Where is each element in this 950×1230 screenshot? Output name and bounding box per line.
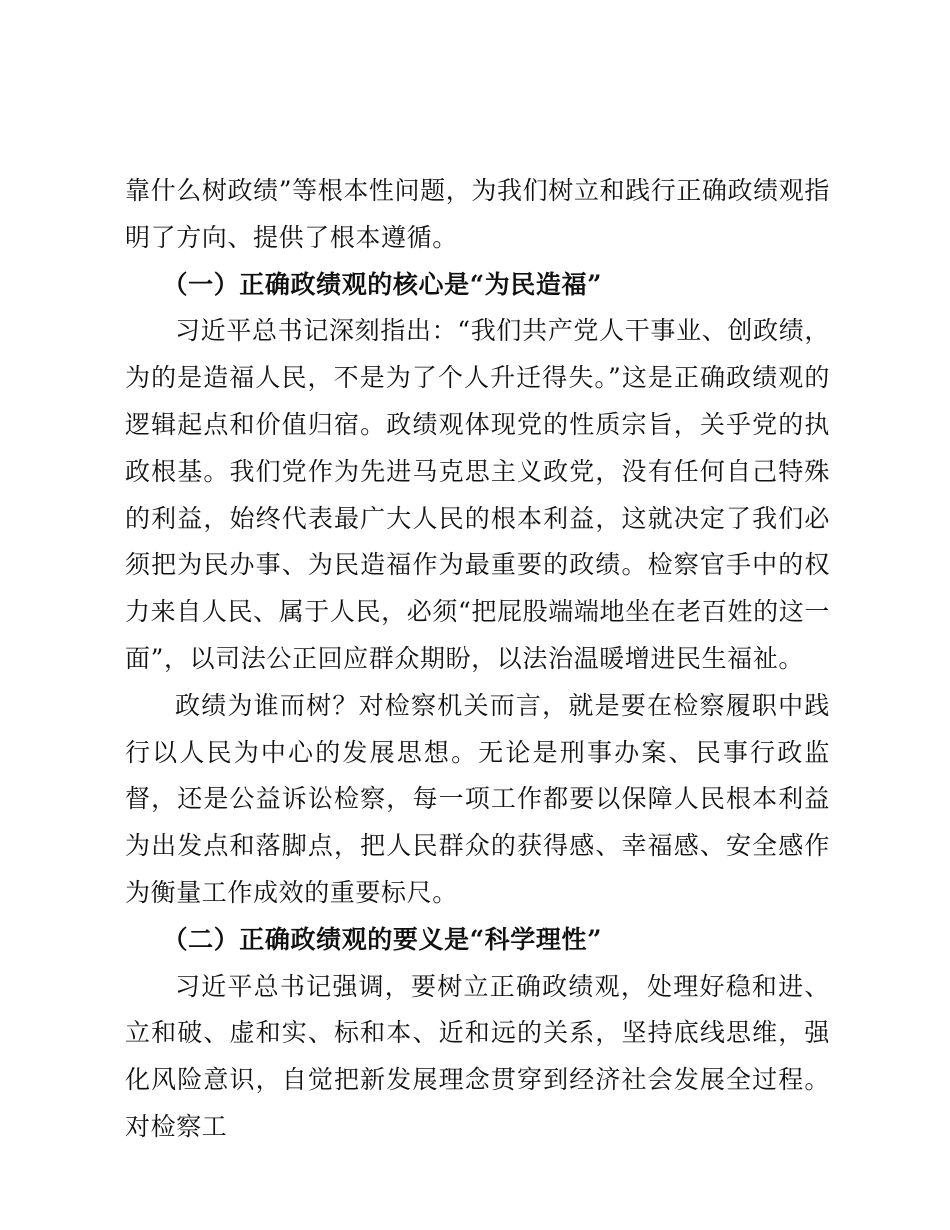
- body-paragraph: 习近平总书记深刻指出：“我们共产党人干事业、创政绩，为的是造福人民，不是为了个人升迁得失。”这是正确政绩观的逻辑起点和价值归宿。政绩观体现党的性质宗旨，关乎党的执政根基。我们党作为先进马克思主义政党，没有任何自己特殊的利益，始终代表最广大人民的根本利益，这就决定了我们必须把为民办事、为民造福作为最重要的政绩。检察官手中的权力来自人民、属于人民，必须“把屁股端端地坐在老百姓的这一面”，以司法公正回应群众期盼，以法治温暖增进民生福祉。: [125, 316, 830, 673]
- body-paragraph: 政绩为谁而树？对检察机关而言，就是要在检察履职中践行以人民为中心的发展思想。无论是刑事办案、民事行政监督，还是公益诉讼检察，每一项工作都要以保障人民根本利益为出发点和落脚点，把人民群众的获得感、幸福感、安全感作为衡量工作成效的重要标尺。: [125, 690, 830, 907]
- document-body: [125, 168, 830, 1151]
- section-heading-1: （一）正确政绩观的核心是“为民造福”: [162, 269, 603, 299]
- section-heading-2: （二）正确政绩观的要义是“科学理性”: [162, 924, 603, 954]
- continuation-paragraph: 靠什么树政绩”等根本性问题，为我们树立和践行正确政绩观指明了方向、提供了根本遵循。: [125, 176, 830, 252]
- body-paragraph: 习近平总书记强调，要树立正确政绩观，处理好稳和进、立和破、虚和实、标和本、近和远的关系，坚持底线思维，强化风险意识，自觉把新发展理念贯穿到经济社会发展全过程。对检察工: [125, 971, 830, 1141]
